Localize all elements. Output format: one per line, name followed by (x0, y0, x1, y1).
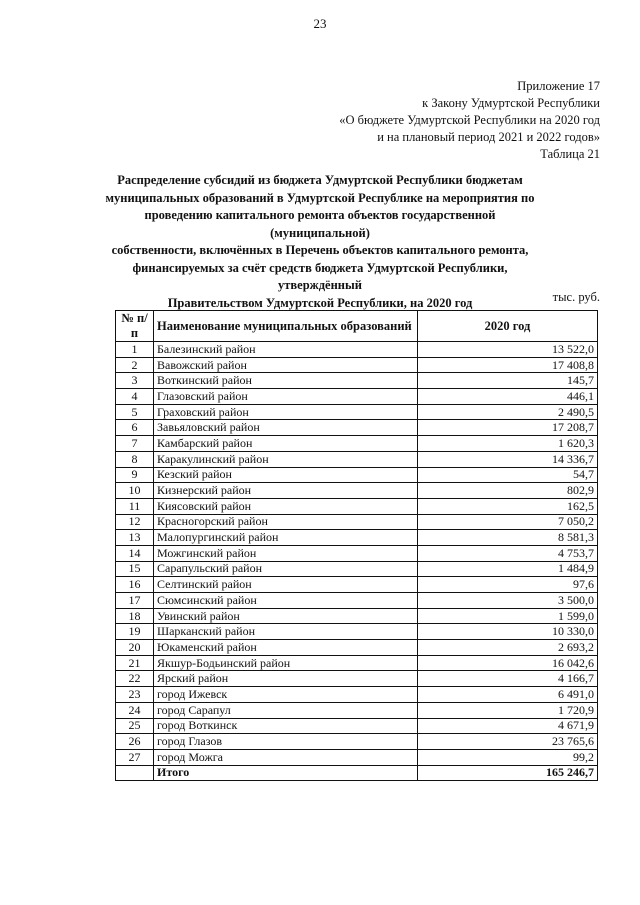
table-row (116, 389, 598, 405)
title-line: финансируемых за счёт средств бюджета Удмуртской Республики, утверждённый (132, 260, 508, 292)
row-value: 8 581,3 (418, 530, 598, 546)
row-name: Красногорский район (154, 514, 418, 530)
row-name: Якшур-Бодьинский район (154, 655, 418, 671)
row-value: 162,5 (418, 498, 598, 514)
row-number: 21 (116, 655, 154, 671)
row-value: 17 408,8 (418, 357, 598, 373)
document-title (95, 172, 545, 312)
subsidy-table (115, 310, 598, 781)
row-value: 16 042,6 (418, 655, 598, 671)
header-number: № п/п (116, 311, 154, 342)
row-name: Малопургинский район (154, 530, 418, 546)
table-row (116, 467, 598, 483)
row-number: 25 (116, 718, 154, 734)
table-row (116, 624, 598, 640)
row-number: 23 (116, 687, 154, 703)
row-name: Увинский район (154, 608, 418, 624)
row-value: 14 336,7 (418, 451, 598, 467)
row-number: 5 (116, 404, 154, 420)
row-value: 145,7 (418, 373, 598, 389)
table-row (116, 608, 598, 624)
table-row (116, 498, 598, 514)
row-number: 16 (116, 577, 154, 593)
row-number: 11 (116, 498, 154, 514)
table-row (116, 483, 598, 499)
title-line: собственности, включённых в Перечень объектов капитального ремонта, (111, 243, 529, 257)
row-number: 22 (116, 671, 154, 687)
row-number: 14 (116, 545, 154, 561)
total-row (116, 765, 598, 781)
table-row (116, 577, 598, 593)
row-value: 4 166,7 (418, 671, 598, 687)
row-name: Камбарский район (154, 436, 418, 452)
header-year: 2020 год (418, 311, 598, 342)
table-row (116, 593, 598, 609)
units-label: тыс. руб. (552, 290, 600, 304)
title-line: муниципальных образований в Удмуртской Республике на мероприятия по (105, 190, 535, 205)
row-value: 6 491,0 (418, 687, 598, 703)
row-value: 2 693,2 (418, 640, 598, 656)
table-row (116, 436, 598, 452)
table-row (116, 671, 598, 687)
row-value: 1 599,0 (418, 608, 598, 624)
row-number: 17 (116, 593, 154, 609)
row-name: Завьяловский район (154, 420, 418, 436)
row-value: 17 208,7 (418, 420, 598, 436)
row-value: 4 671,9 (418, 718, 598, 734)
row-number: 13 (116, 530, 154, 546)
table-row (116, 373, 598, 389)
row-name: Сарапульский район (154, 561, 418, 577)
table-row (116, 451, 598, 467)
table-row (116, 357, 598, 373)
row-name: город Глазов (154, 734, 418, 750)
table-row (116, 640, 598, 656)
table-row (116, 702, 598, 718)
row-name: город Воткинск (154, 718, 418, 734)
table-header-row (116, 311, 598, 342)
row-name: Кезский район (154, 467, 418, 483)
title-line: Распределение субсидий из бюджета Удмуртской Республики бюджетам (117, 173, 523, 187)
table-row (116, 404, 598, 420)
row-name: Селтинский район (154, 577, 418, 593)
row-number: 15 (116, 561, 154, 577)
row-number: 12 (116, 514, 154, 530)
row-number: 6 (116, 420, 154, 436)
table-row (116, 749, 598, 765)
table-row (116, 655, 598, 671)
row-number: 2 (116, 357, 154, 373)
table-row (116, 734, 598, 750)
row-number: 3 (116, 373, 154, 389)
table-row (116, 514, 598, 530)
row-value: 1 484,9 (418, 561, 598, 577)
row-name: Граховский район (154, 404, 418, 420)
row-name: Воткинский район (154, 373, 418, 389)
row-name: город Можга (154, 749, 418, 765)
row-value: 23 765,6 (418, 734, 598, 750)
title-line: проведению капитального ремонта объектов государственной (муниципальной) (144, 208, 496, 240)
table-label: Таблица 21 (540, 147, 600, 161)
row-number: 24 (116, 702, 154, 718)
appendix-line: к Закону Удмуртской Республики (422, 96, 600, 110)
row-value: 1 720,9 (418, 702, 598, 718)
row-value: 446,1 (418, 389, 598, 405)
row-name: Юкаменский район (154, 640, 418, 656)
row-number: 9 (116, 467, 154, 483)
row-name: Глазовский район (154, 389, 418, 405)
row-value: 3 500,0 (418, 593, 598, 609)
table-row (116, 530, 598, 546)
row-value: 7 050,2 (418, 514, 598, 530)
row-name: Можгинский район (154, 545, 418, 561)
row-value: 97,6 (418, 577, 598, 593)
row-number: 8 (116, 451, 154, 467)
row-value: 54,7 (418, 467, 598, 483)
appendix-line: «О бюджете Удмуртской Республики на 2020 год (339, 113, 600, 127)
row-number: 18 (116, 608, 154, 624)
row-name: город Ижевск (154, 687, 418, 703)
table-row (116, 545, 598, 561)
table-row (116, 342, 598, 358)
row-value: 10 330,0 (418, 624, 598, 640)
appendix-header (339, 78, 600, 163)
row-number: 26 (116, 734, 154, 750)
row-name: город Сарапул (154, 702, 418, 718)
row-number: 10 (116, 483, 154, 499)
header-name: Наименование муниципальных образований (154, 311, 418, 342)
row-name: Шарканский район (154, 624, 418, 640)
row-number: 4 (116, 389, 154, 405)
row-name: Каракулинский район (154, 451, 418, 467)
table-row (116, 420, 598, 436)
title-line: Правительством Удмуртской Республики, на 2020 год (167, 295, 473, 310)
row-value: 2 490,5 (418, 404, 598, 420)
row-name: Сюмсинский район (154, 593, 418, 609)
total-label: Итого (154, 765, 418, 781)
appendix-line: Приложение 17 (517, 79, 600, 93)
row-value: 13 522,0 (418, 342, 598, 358)
row-number: 19 (116, 624, 154, 640)
row-name: Балезинский район (154, 342, 418, 358)
appendix-line: и на плановый период 2021 и 2022 годов» (377, 130, 600, 144)
row-name: Ярский район (154, 671, 418, 687)
row-number: 20 (116, 640, 154, 656)
total-number-cell (116, 765, 154, 781)
table-row (116, 561, 598, 577)
table-row (116, 718, 598, 734)
row-name: Кизнерский район (154, 483, 418, 499)
row-value: 802,9 (418, 483, 598, 499)
table-row (116, 687, 598, 703)
row-value: 99,2 (418, 749, 598, 765)
row-value: 4 753,7 (418, 545, 598, 561)
row-number: 27 (116, 749, 154, 765)
total-value: 165 246,7 (418, 765, 598, 781)
row-name: Вавожский район (154, 357, 418, 373)
row-value: 1 620,3 (418, 436, 598, 452)
row-name: Киясовский район (154, 498, 418, 514)
page-number: 23 (313, 16, 327, 31)
row-number: 7 (116, 436, 154, 452)
row-number: 1 (116, 342, 154, 358)
